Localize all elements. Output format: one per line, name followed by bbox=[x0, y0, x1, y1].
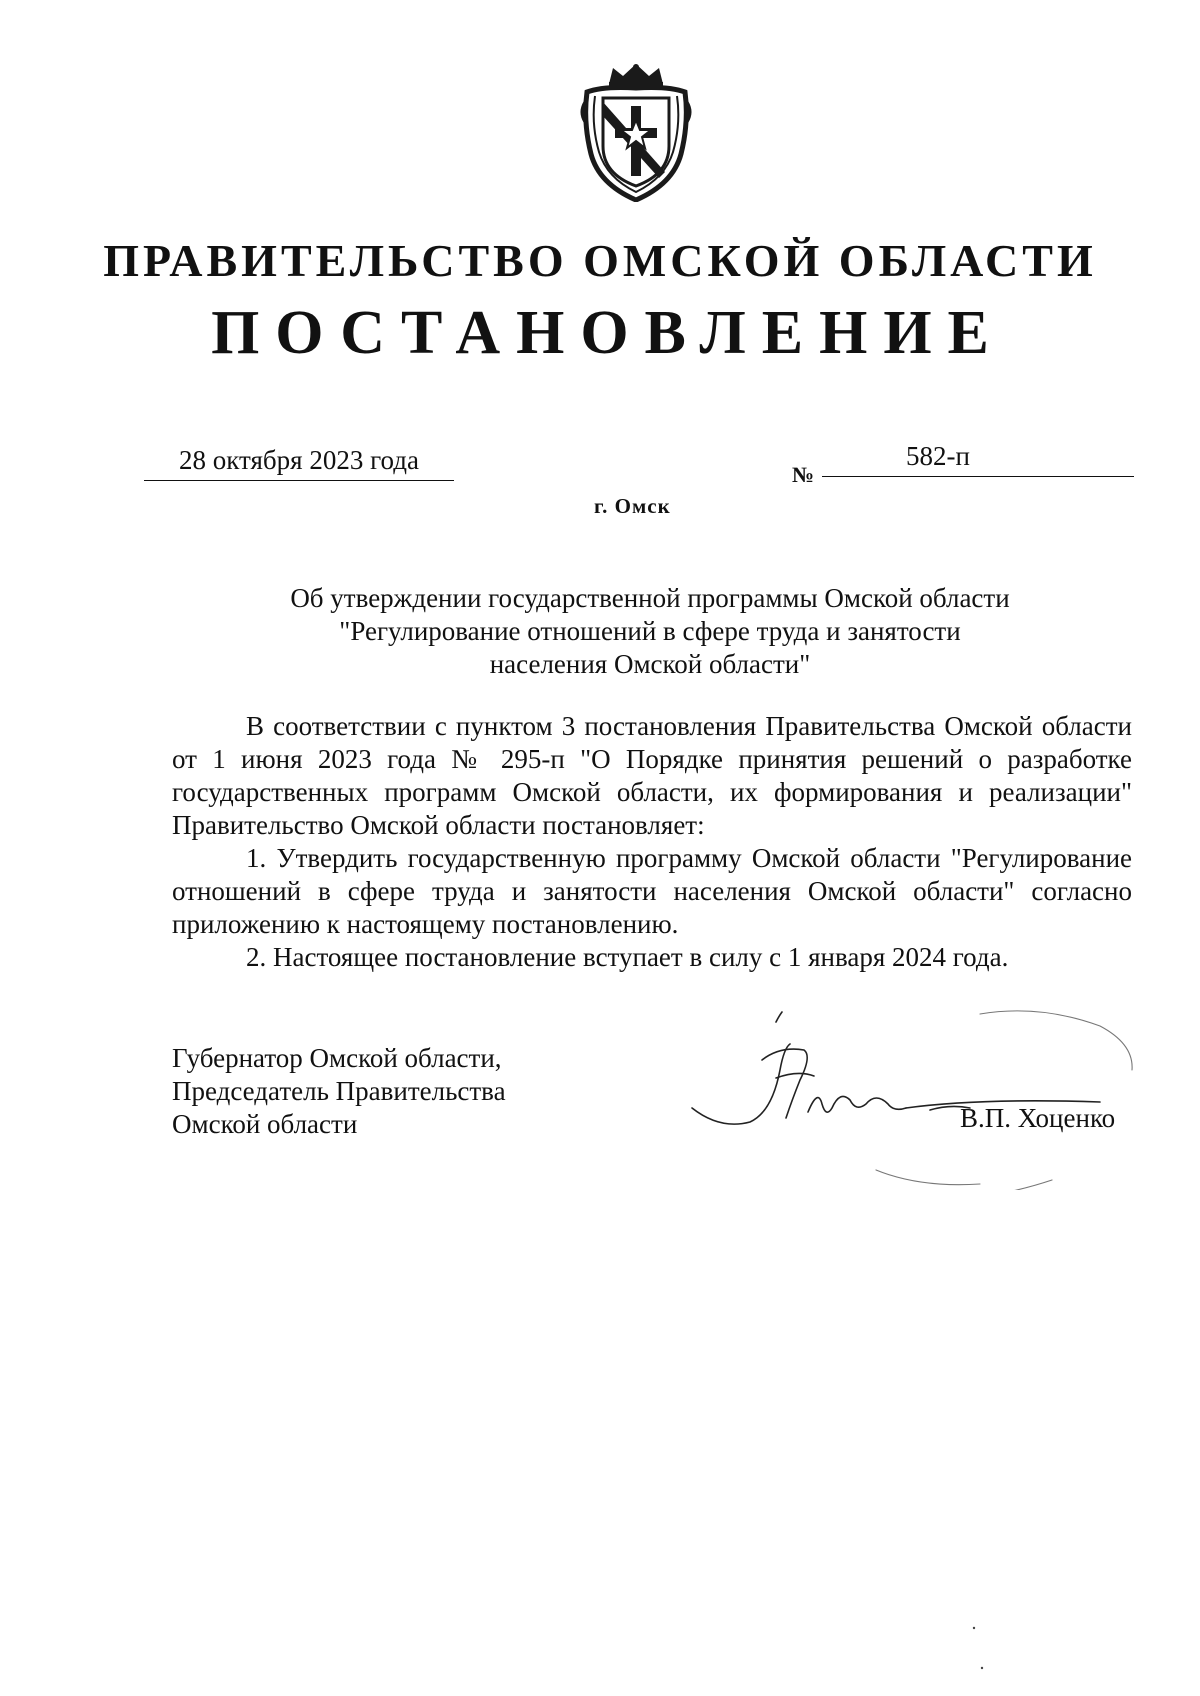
subject-line: "Регулирование отношений в сфере труда и занятости bbox=[339, 616, 961, 646]
omsk-coat-of-arms-icon bbox=[579, 62, 693, 202]
subject-line: населения Омской области" bbox=[489, 649, 811, 679]
document-body bbox=[172, 710, 1132, 974]
signer-position-line: Омской области bbox=[172, 1109, 358, 1139]
document-date: 28 октября 2023 года bbox=[179, 445, 419, 475]
body-paragraph-preamble: В соответствии с пунктом 3 постановления Правительства Омской области от 1 июня 2023 года № 295-п "О Порядке принятия решений о разработке государственных программ Омской области, их формирования и реализации" Правительство Омской области постановляет: bbox=[172, 711, 1132, 840]
document-number: 582-п bbox=[906, 441, 970, 471]
document-type-title: ПОСТАНОВЛЕНИЕ bbox=[211, 299, 1005, 367]
document-city: г. Омск bbox=[594, 494, 671, 518]
signer-position-line: Губернатор Омской области, bbox=[172, 1043, 502, 1073]
government-title: ПРАВИТЕЛЬСТВО ОМСКОЙ ОБЛАСТИ bbox=[103, 235, 1097, 286]
signer-position bbox=[172, 1042, 506, 1141]
document-subject bbox=[170, 582, 1130, 681]
document-number-field bbox=[822, 440, 1134, 477]
handwritten-signature-icon bbox=[680, 1000, 1140, 1190]
body-paragraph-item-1: 1. Утвердить государственную программу Омской области "Регулирование отношений в сфере труда и занятости населения Омской области" согласно приложению к настоящему постановлению. bbox=[172, 843, 1132, 939]
number-sign: № bbox=[792, 462, 815, 487]
signer-name: В.П. Хоценко bbox=[960, 1103, 1116, 1133]
scan-specks-icon bbox=[960, 1620, 990, 1680]
document-date-field bbox=[144, 440, 454, 481]
subject-line: Об утверждении государственной программы Омской области bbox=[290, 583, 1010, 613]
body-paragraph-item-2: 2. Настоящее постановление вступает в силу с 1 января 2024 года. bbox=[246, 942, 1009, 972]
signer-position-line: Председатель Правительства bbox=[172, 1076, 506, 1106]
